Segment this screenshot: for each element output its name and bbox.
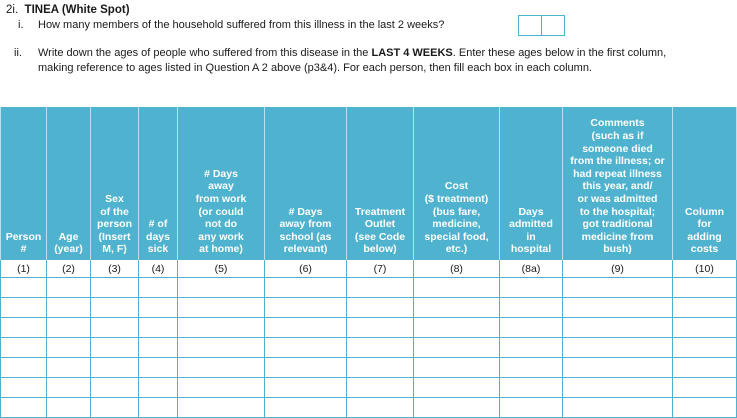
entry-cell[interactable] xyxy=(563,378,673,398)
question-2-emphasis: LAST 4 WEEKS xyxy=(371,47,453,59)
column-number: (6) xyxy=(265,260,347,278)
entry-cell[interactable] xyxy=(265,318,347,338)
entry-cell[interactable] xyxy=(91,358,139,378)
column-number: (8a) xyxy=(500,260,563,278)
entry-cell[interactable] xyxy=(1,338,47,358)
entry-cell[interactable] xyxy=(673,318,737,338)
entry-cell[interactable] xyxy=(673,398,737,418)
column-number: (7) xyxy=(347,260,414,278)
table-row xyxy=(1,378,737,398)
header-row xyxy=(1,107,737,260)
column-number: (9) xyxy=(563,260,673,278)
entry-cell[interactable] xyxy=(1,378,47,398)
entry-cell[interactable] xyxy=(347,298,414,318)
column-header: Treatment Outlet (see Code below) xyxy=(347,107,414,260)
entry-cell[interactable] xyxy=(47,398,91,418)
entry-cell[interactable] xyxy=(500,398,563,418)
entry-cell[interactable] xyxy=(500,338,563,358)
entry-cell[interactable] xyxy=(500,358,563,378)
entry-cell[interactable] xyxy=(673,278,737,298)
entry-cell[interactable] xyxy=(139,318,178,338)
digit-box-2[interactable] xyxy=(541,15,565,36)
entry-cell[interactable] xyxy=(563,278,673,298)
entry-cell[interactable] xyxy=(414,338,500,358)
column-header: Days admitted in hospital xyxy=(500,107,563,260)
entry-cell[interactable] xyxy=(414,378,500,398)
column-number: (10) xyxy=(673,260,737,278)
question-1-text: How many members of the household suffered from this illness in the last 2 weeks? xyxy=(38,19,445,31)
entry-cell[interactable] xyxy=(414,278,500,298)
entry-cell[interactable] xyxy=(265,298,347,318)
entry-cell[interactable] xyxy=(1,278,47,298)
table-body xyxy=(1,278,737,418)
question-2-number: ii. xyxy=(14,47,22,59)
entry-cell[interactable] xyxy=(91,278,139,298)
table-row xyxy=(1,358,737,378)
entry-cell[interactable] xyxy=(347,378,414,398)
entry-cell[interactable] xyxy=(673,338,737,358)
entry-cell[interactable] xyxy=(673,298,737,318)
entry-cell[interactable] xyxy=(563,298,673,318)
question-2-text-before: Write down the ages of people who suffered from this disease in the xyxy=(38,47,372,59)
entry-cell[interactable] xyxy=(347,278,414,298)
column-number-row xyxy=(1,260,737,278)
entry-cell[interactable] xyxy=(265,358,347,378)
entry-cell[interactable] xyxy=(178,358,265,378)
entry-cell[interactable] xyxy=(139,358,178,378)
column-header: # of days sick xyxy=(139,107,178,260)
column-number: (4) xyxy=(139,260,178,278)
question-2-text-after: . Enter these ages below in the first column, making reference to ages listed in Question A 2 above (p3&4). For each person, then fill each box in each column. xyxy=(38,47,667,74)
question-1 xyxy=(18,18,498,32)
section-number: 2i. xyxy=(6,4,19,16)
entry-cell[interactable] xyxy=(139,398,178,418)
entry-cell[interactable] xyxy=(47,378,91,398)
entry-cell[interactable] xyxy=(139,378,178,398)
entry-cell[interactable] xyxy=(414,298,500,318)
entry-cell[interactable] xyxy=(91,298,139,318)
entry-cell[interactable] xyxy=(563,338,673,358)
entry-cell[interactable] xyxy=(673,378,737,398)
entry-cell[interactable] xyxy=(47,338,91,358)
entry-cell[interactable] xyxy=(47,298,91,318)
entry-cell[interactable] xyxy=(500,298,563,318)
table-row xyxy=(1,398,737,418)
entry-cell[interactable] xyxy=(1,298,47,318)
entry-cell[interactable] xyxy=(139,298,178,318)
entry-cell[interactable] xyxy=(500,378,563,398)
entry-cell[interactable] xyxy=(91,318,139,338)
section-title xyxy=(6,4,130,16)
entry-cell[interactable] xyxy=(414,318,500,338)
entry-cell[interactable] xyxy=(347,398,414,418)
table-row xyxy=(1,278,737,298)
table-row xyxy=(1,298,737,318)
question-2 xyxy=(14,46,698,75)
digit-box-1[interactable] xyxy=(518,15,542,36)
entry-cell[interactable] xyxy=(414,398,500,418)
entry-cell[interactable] xyxy=(91,398,139,418)
entry-cell[interactable] xyxy=(500,278,563,298)
column-number: (2) xyxy=(47,260,91,278)
entry-cell[interactable] xyxy=(91,378,139,398)
entry-cell[interactable] xyxy=(47,358,91,378)
entry-cell[interactable] xyxy=(347,338,414,358)
illness-table xyxy=(0,107,737,418)
entry-cell[interactable] xyxy=(265,278,347,298)
entry-cell[interactable] xyxy=(265,378,347,398)
entry-cell[interactable] xyxy=(139,338,178,358)
entry-cell[interactable] xyxy=(47,318,91,338)
column-number: (3) xyxy=(91,260,139,278)
column-header: Comments (such as if someone died from the illness; or had repeat illness this year, and/ or was admitted to the hospital; got traditional medicine from bush) xyxy=(563,107,673,260)
column-header: # Days away from school (as relevant) xyxy=(265,107,347,260)
entry-cell[interactable] xyxy=(347,318,414,338)
table-row xyxy=(1,338,737,358)
entry-cell[interactable] xyxy=(563,358,673,378)
column-number: (1) xyxy=(1,260,47,278)
column-number: (8) xyxy=(414,260,500,278)
entry-cell[interactable] xyxy=(178,338,265,358)
entry-cell[interactable] xyxy=(414,358,500,378)
column-header: Cost ($ treatment) (bus fare, medicine, special food, etc.) xyxy=(414,107,500,260)
entry-cell[interactable] xyxy=(265,398,347,418)
table-row xyxy=(1,318,737,338)
column-header: # Days away from work (or could not do any work at home) xyxy=(178,107,265,260)
entry-cell[interactable] xyxy=(563,318,673,338)
column-header: Column for adding costs xyxy=(673,107,737,260)
entry-cell[interactable] xyxy=(178,318,265,338)
entry-cell[interactable] xyxy=(178,398,265,418)
column-header: Sex of the person (Insert M, F) xyxy=(91,107,139,260)
entry-cell[interactable] xyxy=(178,278,265,298)
entry-cell[interactable] xyxy=(47,278,91,298)
household-count-boxes[interactable] xyxy=(518,15,566,36)
entry-cell[interactable] xyxy=(1,318,47,338)
section-heading: TINEA (White Spot) xyxy=(24,4,130,16)
column-header: Person # xyxy=(1,107,47,260)
entry-cell[interactable] xyxy=(91,338,139,358)
entry-cell[interactable] xyxy=(563,398,673,418)
entry-cell[interactable] xyxy=(265,338,347,358)
entry-cell[interactable] xyxy=(1,358,47,378)
entry-cell[interactable] xyxy=(347,358,414,378)
entry-cell[interactable] xyxy=(178,378,265,398)
entry-cell[interactable] xyxy=(139,278,178,298)
entry-cell[interactable] xyxy=(178,298,265,318)
entry-cell[interactable] xyxy=(673,358,737,378)
column-header: Age (year) xyxy=(47,107,91,260)
entry-cell[interactable] xyxy=(1,398,47,418)
question-1-number: i. xyxy=(18,19,24,31)
column-number: (5) xyxy=(178,260,265,278)
entry-cell[interactable] xyxy=(500,318,563,338)
